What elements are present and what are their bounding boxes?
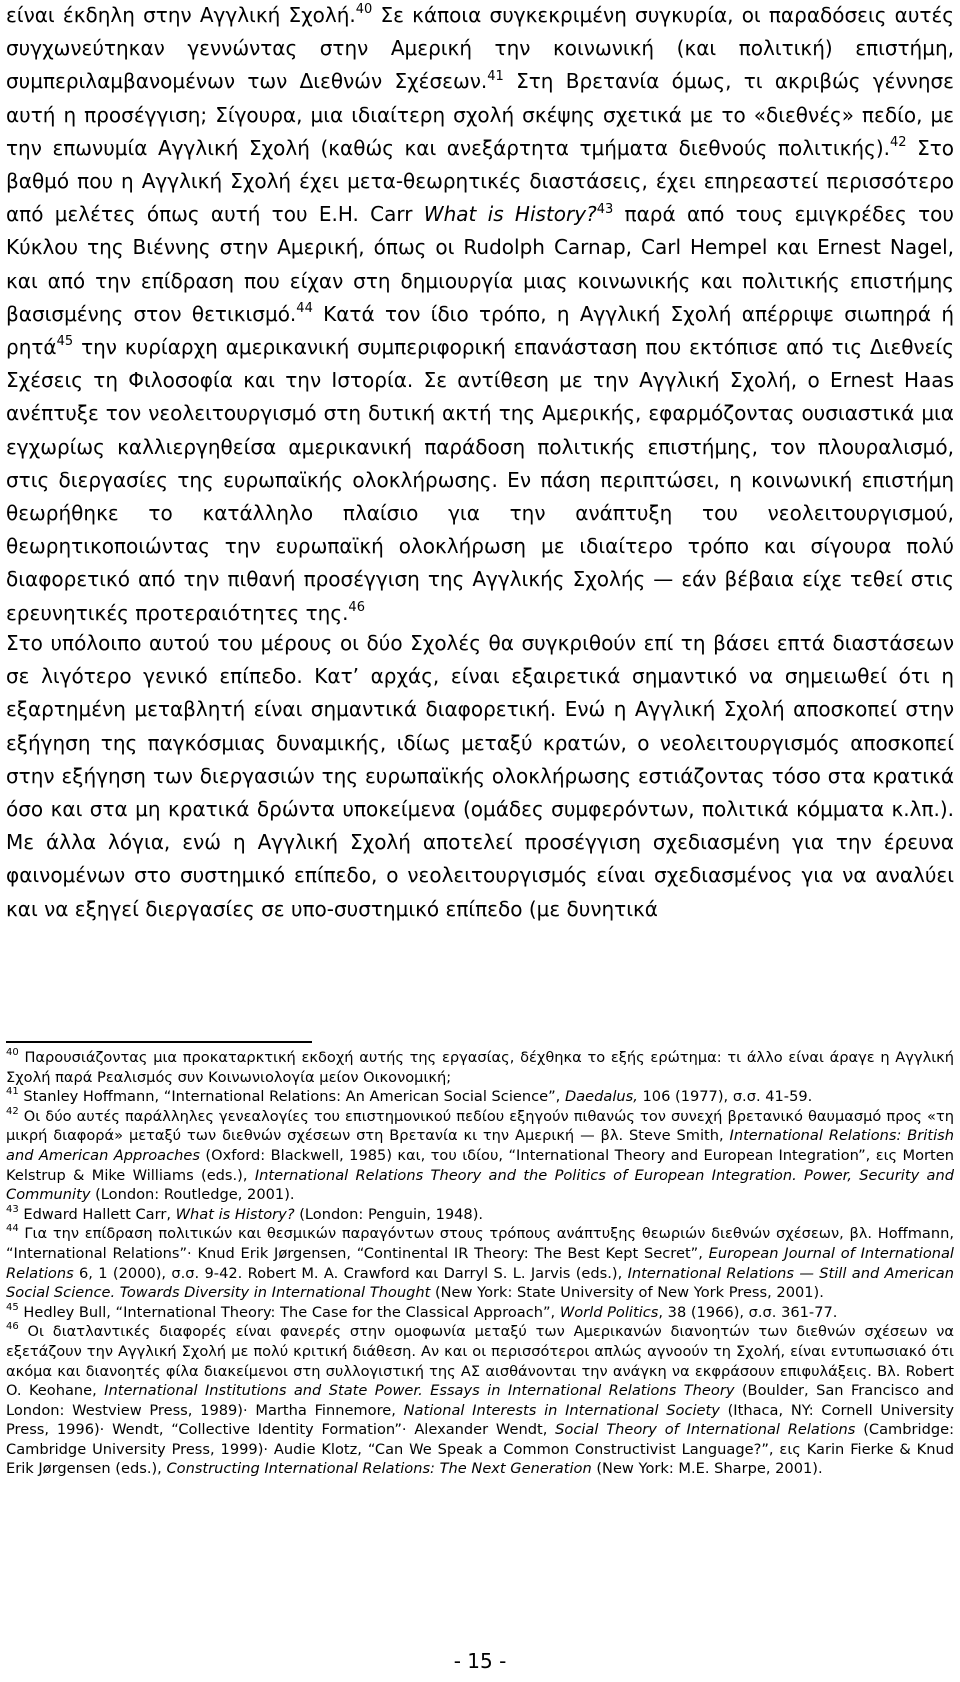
footnote-43: $^{43}$ Edward Hallett Carr, What is History? (London: Penguin, 1948). <box>6 1203 484 1223</box>
footnote-45: $^{45}$ Hedley Bull, “International Theory: The Case for the Classical Approach”, World Politics, 38 (1966), σ.σ. 361-77. <box>6 1301 838 1321</box>
paragraph-2: Στο υπόλοιπο αυτού του μέρους οι δύο Σχολές θα συγκριθούν επί τη βάσει επτά διαστάσεων σε λιγότερο γενικό επίπεδο. Κατ’ αρχάς, είναι εξαιρετικά σημαντικό να σημειωθεί ότι η εξαρτημένη μεταβλητή είναι σημαντικά διαφορετική. Ενώ η Αγγλική Σχολή αποσκοπεί στην εξήγηση της παγκόσμιας δυναμικής, ιδίως μεταξύ κρατών, ο νεολειτουργισμός αποσκοπεί στην εξήγηση των διεργασιών της ευρωπαϊκής ολοκλήρωσης εστιάζοντας τόσο στα κρατικά όσο και στα μη κρατικά δρώντα υποκείμενα (ομάδες συμφερόντων, πολιτικά κόμματα κ.λπ.). Με άλλα λόγια, ενώ η Αγγλική Σχολή αποτελεί προσέγγιση σχεδιασμένη για την έρευνα φαινομένων στο συστημικό επίπεδο, ο νεολειτουργισμός είναι σχεδιασμένος για να αναλύει και να εξηγεί διεργασίες σε υπο-συστημικό επίπεδο (με δυνητικά <box>6 631 954 921</box>
footnote-42: $^{42}$ Οι δύο αυτές παράλληλες γενεαλογίες του επιστημονικού πεδίου εξηγούν πιθανώς τον συνεχή βρετανικό θαυμασμό προς «τη μικρή διαφορά» μεταξύ των διεθνών σχέσεων στη Βρετανία κι την Αμερική — βλ. Steve Smith, International Relations: British and American Approaches (Oxford: Blackwell, 1985) και, του ιδίου, “International Theory and European Integration”, εις Morten Kelstrup & Mike Williams (eds.), International Relations Theory and the Politics of European Integration. Power, Security and Community (London: Routledge, 2001). <box>6 1105 954 1204</box>
italic-title: International Relations: British and American Approaches <box>6 1127 954 1164</box>
footnotes <box>6 1048 954 1479</box>
footnote-ref: 45 <box>56 334 74 350</box>
italic-title: European Journal of International Relations <box>6 1244 954 1282</box>
footnote-number: 40 <box>6 1047 19 1059</box>
footnote-ref: 46 <box>348 600 365 615</box>
footnote-number: 44 <box>6 1223 19 1235</box>
footnote-ref: 41 <box>487 68 504 84</box>
footnote-44: $^{44}$ Για την επίδραση πολιτικών και θεσμικών παραγόντων στους τρόπους ανάπτυξης θεωριών διεθνών σχέσεων, βλ. Hoffmann, “International Relations”· Knud Erik Jørgensen, “Continental IR Theory: The Best Kept Secret”, European Journal of International Relations 6, 1 (2000), σ.σ. 9-42. Robert M. A. Crawford και Darryl S. L. Jarvis (eds.), International Relations — Still and American Social Science. Towards Diversity in International Thought (New York: State University of New York Press, 2001). <box>6 1223 954 1302</box>
footnote-ref: 43 <box>596 201 614 217</box>
paragraph-1: είναι έκδηλη στην Αγγλική Σχολή.$^{40}$ Σε κάποια συγκεκριμένη συγκυρία, οι παραδόσεις αυτές συγχωνεύτηκαν γεννώντας στην Αμερική την κοινωνική (και πολιτική) επιστήμη, συμπεριλαμβανομένων των Διεθνών Σχέσεων.$^{41}$ Στη Βρετανία όμως, τι ακριβώς γέννησε αυτή η προσέγγιση; Σίγουρα, μια ιδιαίτερη σχολή σκέψης σχετικά με το «διεθνές» πεδίο, με την επωνυμία Αγγλική Σχολή (καθώς και ανεξάρτητα τμήματα διεθνούς πολιτικής).$^{42}$ Στο βαθμό που η Αγγλική Σχολή έχει μετα-θεωρητικές διαστάσεις, έχει επηρεαστεί περισσότερο από μελέτες όπως αυτή του E.H. Carr What is History?$^{43}$ παρά από τους εμιγκρέδες του Κύκλου της Βιέννης στην Αμερική, όπως οι Rudolph Carnap, Carl Hempel και Ernest Nagel, και από την επίδραση που είχαν στη δημιουργία μιας κοινωνικής και πολιτικής επιστήμης βασισμένης στον θετικισμό.$^{44}$ Κατά τον ίδιο τρόπο, η Αγγλική Σχολή απέρριψε σιωπηρά ή ρητά$^{45}$ την κυρίαρχη αμερικανική συμπεριφορική επανάσταση που εκτόπισε από τις Διεθνείς Σχέσεις τη Φιλοσοφία και την Ιστορία. Σε αντίθεση με την Αγγλική Σχολή, ο Ernest Haas ανέπτυξε τον νεολειτουργισμό στη δυτική ακτή της Αμερικής, εφαρμόζοντας ουσιαστικά μια εγχωρίως καλλιεργηθείσα αμερικανική παράδοση πολιτικής επιστήμης, τον πλουραλισμό, στις διεργασίες της ευρωπαϊκής ολοκλήρωσης. Εν πάση περιπτώσει, η κοινωνική επιστήμη θεωρήθηκε το κατάλληλο πλαίσιο για την ανάπτυξη του νεολειτουργισμού, θεωρητικοποιώντας την ευρωπαϊκή ολοκλήρωση με ιδιαίτερο τρόπο και σίγουρα πολύ διαφορετικό από την πιθανή προσέγγιση της Αγγλικής Σχολής — εάν βέβαια είχε τεθεί στις ερευνητικές προτεραιότητες της.$^{46}$ <box>6 2 955 625</box>
footnote-ref: 40 <box>355 2 373 18</box>
footnote-number: 42 <box>6 1105 19 1117</box>
footnote-number: 45 <box>6 1301 19 1313</box>
italic-title: International Relations — Still and American Social Science. Towards Diversity in International Thought <box>6 1264 954 1302</box>
footnote-ref: 44 <box>296 301 313 317</box>
italic-title: What is History? <box>175 1205 295 1223</box>
italic-title: Constructing International Relations: The Next Generation <box>166 1460 592 1478</box>
footnote-number: 43 <box>6 1203 19 1215</box>
italic-title: World Politics <box>559 1303 659 1321</box>
footnote-40: $^{40}$ Παρουσιάζοντας μια προκαταρκτική εκδοχή αυτής της εργασίας, δέχθηκα το εξής ερώτημα: τι άλλο είναι άραγε η Αγγλική Σχολή παρά Ρεαλισμός συν Κοινωνιολογία μείον Οικονομική; <box>6 1047 954 1086</box>
footnote-46: $^{46}$ Οι διατλαντικές διαφορές είναι φανερές στην ομοφωνία μεταξύ των Αμερικανών διανοητών των διεθνών σχέσεων να εξετάζουν την Αγγλική Σχολή με πολύ κριτική διάθεση. Αν και οι περισσότεροι απλώς αγνοούν τη Σχολή, είναι εντυπωσιακό ότι ακόμα και διανοητές φίλα διακείμενοι στη συλλογιστική της ΑΣ αισθάνονται την ανάγκη να εκφράσουν επιφυλάξεις. Βλ. Robert O. Keohane, International Institutions and State Power. Essays in International Relations Theory (Boulder, San Francisco and London: Westview Press, 1989)· Martha Finnemore, National Interests in International Society (Ithaca, NY: Cornell University Press, 1996)· Wendt, “Collective Identity Formation”· Alexander Wendt, Social Theory of International Relations (Cambridge: Cambridge University Press, 1999)· Audie Klotz, “Can We Speak a Common Constructivist Language?”, εις Karin Fierke & Knud Erik Jørgensen (eds.), Constructing International Relations: The Next Generation (New York: M.E. Sharpe, 2001). <box>6 1321 954 1478</box>
footnote-separator <box>6 1041 312 1043</box>
italic-title: Social Theory of International Relations <box>555 1421 856 1439</box>
italic-title: National Interests in International Society <box>403 1401 720 1419</box>
italic-title: Daedalus, <box>564 1088 638 1106</box>
page-number: - 15 - <box>453 1649 507 1673</box>
italic-title: International Institutions and State Power. Essays in International Relations Theory <box>104 1382 735 1400</box>
footnote-number: 46 <box>6 1321 19 1333</box>
footnote-ref: 42 <box>889 135 907 151</box>
italic-title: International Relations Theory and the Politics of European Integration. Power, Security and Community <box>6 1166 954 1204</box>
footnote-41: $^{41}$ Stanley Hoffmann, “International Relations: An American Social Science”, Daedalus, 106 (1977), σ.σ. 41-59. <box>6 1086 813 1106</box>
italic-title: What is History? <box>423 202 597 227</box>
footnote-number: 41 <box>6 1086 19 1098</box>
